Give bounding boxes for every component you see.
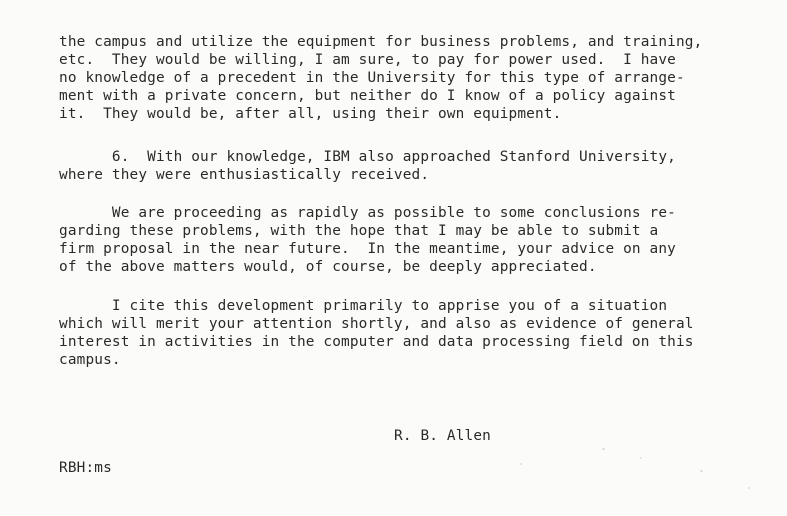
paragraph-3-line-1: We are proceeding as rapidly as possible to some conclusions re-	[59, 205, 676, 221]
paragraph-3-line-4: of the above matters would, of course, be deeply appreciated.	[59, 259, 597, 275]
paragraph-1-line-3: no knowledge of a precedent in the University for this type of arrange-	[59, 70, 685, 86]
paragraph-4-line-2: which will merit your attention shortly, and also as evidence of general	[59, 316, 694, 332]
paragraph-4-line-1: I cite this development primarily to apprise you of a situation	[59, 298, 668, 314]
signature: R. B. Allen	[394, 428, 491, 444]
scan-speck	[520, 463, 522, 465]
paragraph-3-line-2: garding these problems, with the hope that I may be able to submit a	[59, 223, 659, 239]
paragraph-4-line-4: campus.	[59, 352, 121, 368]
paragraph-1-line-1: the campus and utilize the equipment for business problems, and training,	[59, 34, 703, 50]
paragraph-4-line-3: interest in activities in the computer and data processing field on this	[59, 334, 694, 350]
scan-speck	[700, 470, 703, 472]
paragraph-3-line-3: firm proposal in the near future. In the meantime, your advice on any	[59, 241, 676, 257]
paragraph-2-line-1: 6. With our knowledge, IBM also approached Stanford University,	[59, 149, 676, 165]
paragraph-2-line-2: where they were enthusiastically received.	[59, 167, 430, 183]
scan-speck	[602, 448, 605, 450]
typist-initials: RBH:ms	[59, 460, 112, 476]
paragraph-1-line-5: it. They would be, after all, using their own equipment.	[59, 106, 562, 122]
scan-speck	[640, 457, 642, 459]
paragraph-1-line-2: etc. They would be willing, I am sure, to pay for power used. I have	[59, 52, 676, 68]
paragraph-1-line-4: ment with a private concern, but neither do I know of a policy against	[59, 88, 676, 104]
scan-speck	[748, 487, 750, 489]
